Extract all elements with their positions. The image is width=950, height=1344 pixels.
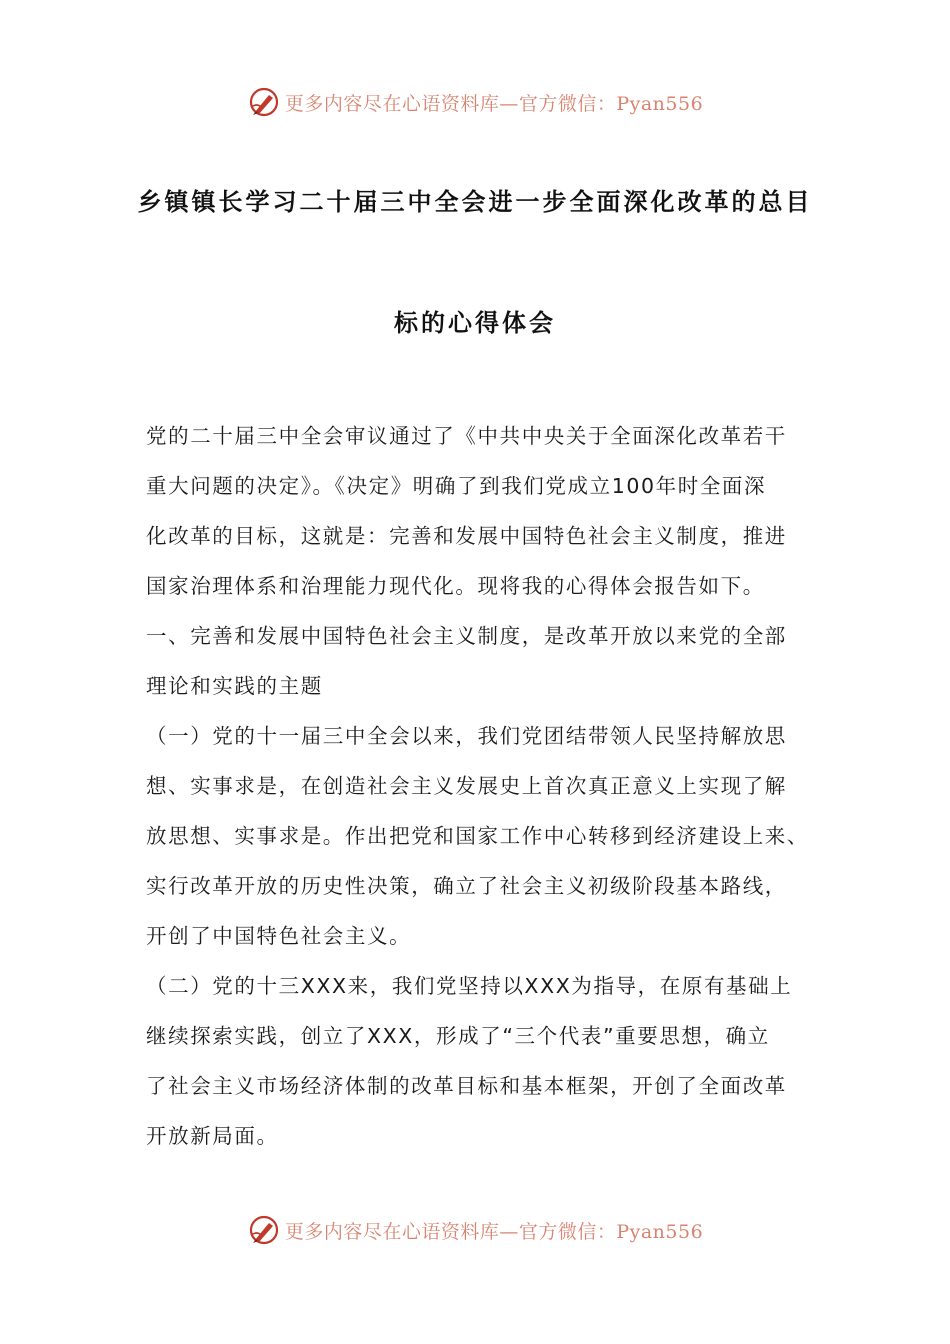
text-line: （二）党的十三XXX来，我们党坚持以XXX为指导，在原有基础上 (146, 974, 793, 998)
watermark-text: 更多内容尽在心语资料库—官方微信：Pyan556 (284, 1220, 704, 1243)
header-watermark (0, 82, 950, 122)
pen-logo-icon (247, 85, 281, 119)
footer-watermark (0, 1210, 950, 1250)
text-line: 开放新局面。 (146, 1124, 279, 1148)
text-line: 放思想、实事求是。作出把党和国家工作中心转移到经济建设上来、 (146, 824, 809, 848)
watermark-text: 更多内容尽在心语资料库—官方微信：Pyan556 (284, 92, 704, 115)
section-heading-1: 一、完善和发展中国特色社会主义制度，是改革开放以来党的全部 (146, 624, 787, 648)
text-line: 想、实事求是，在创造社会主义发展史上首次真正意义上实现了解 (146, 774, 787, 798)
document-title-line-2: 标的心得体会 (394, 309, 556, 337)
text-line: 化改革的目标，这就是：完善和发展中国特色社会主义制度，推进 (146, 524, 787, 548)
text-line: 了社会主义市场经济体制的改革目标和基本框架，开创了全面改革 (146, 1074, 787, 1098)
document-title-line-1: 乡镇镇长学习二十届三中全会进一步全面深化改革的总目 (137, 188, 813, 216)
text-line: 继续探索实践，创立了XXX，形成了“三个代表”重要思想，确立 (146, 1024, 770, 1048)
section-heading-1-cont: 理论和实践的主题 (146, 674, 323, 698)
document-body (146, 411, 826, 1161)
text-line: 实行改革开放的历史性决策，确立了社会主义初级阶段基本路线， (146, 874, 787, 898)
text-line: 重大问题的决定》。《决定》明确了到我们党成立100年时全面深 (146, 474, 767, 498)
text-line: 国家治理体系和治理能力现代化。现将我的心得体会报告如下。 (146, 574, 765, 598)
pen-logo-icon (247, 1213, 281, 1247)
text-line: 开创了中国特色社会主义。 (146, 924, 412, 948)
text-line: （一）党的十一届三中全会以来，我们党团结带领人民坚持解放思 (146, 724, 787, 748)
text-line: 党的二十届三中全会审议通过了《中共中央关于全面深化改革若干 (146, 424, 787, 448)
